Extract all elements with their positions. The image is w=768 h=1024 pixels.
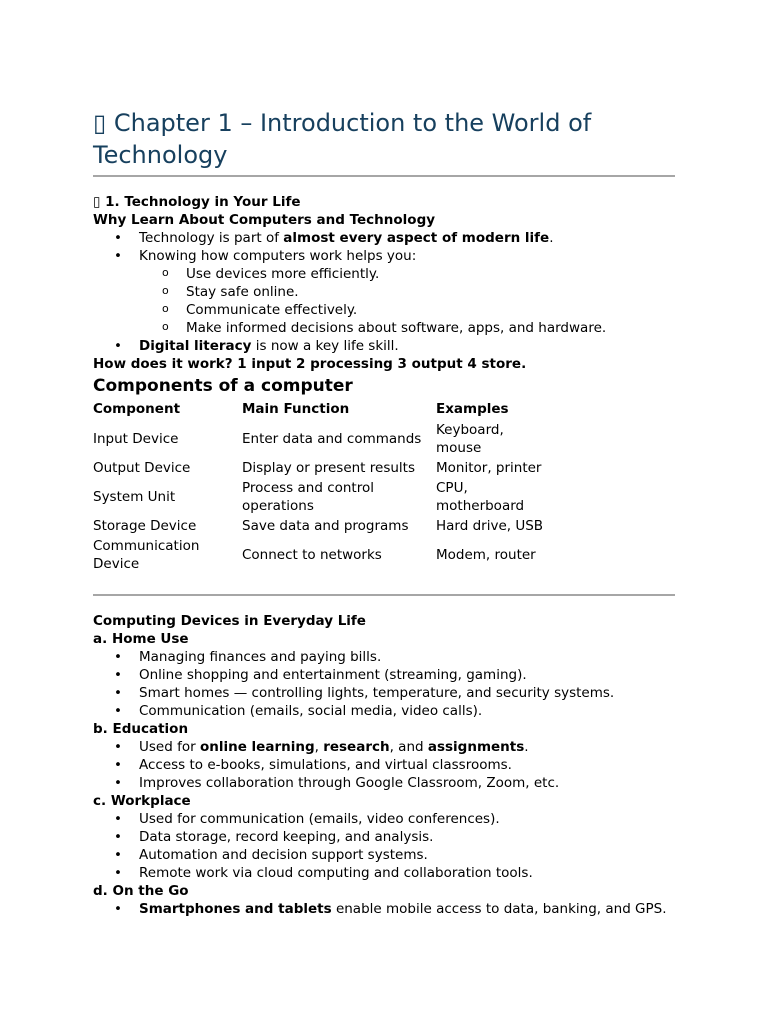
table-cell: Monitor, printer bbox=[436, 460, 542, 476]
list-item: o Use devices more efficiently. bbox=[93, 265, 675, 283]
bookmark-icon: ▯ bbox=[93, 194, 101, 210]
list-item: • Data storage, record keeping, and analysis. bbox=[93, 828, 675, 846]
table-cell: Connect to networks bbox=[242, 547, 382, 563]
table-cell: Communication Device bbox=[93, 538, 200, 572]
chapter-title: ▯ Chapter 1 – Introduction to the World of Technology bbox=[93, 109, 592, 169]
home-use-heading: a. Home Use bbox=[93, 631, 189, 647]
table-header: Main Function bbox=[242, 401, 350, 417]
list-item: • Communication (emails, social media, video calls). bbox=[93, 702, 675, 720]
table-row bbox=[93, 536, 675, 574]
sub-bullet-list bbox=[93, 265, 675, 337]
list-item: • Online shopping and entertainment (streaming, gaming). bbox=[93, 666, 675, 684]
list-item: • Used for communication (emails, video conferences). bbox=[93, 810, 675, 828]
table-header-row bbox=[93, 399, 675, 419]
table-cell: Display or present results bbox=[242, 460, 415, 476]
list-item: • Used for online learning, research, and assignments. bbox=[93, 738, 675, 756]
section-heading: ▯ 1. Technology in Your Life bbox=[93, 194, 301, 210]
components-table bbox=[93, 399, 675, 574]
bullet-list bbox=[93, 337, 675, 355]
list-item: • Smartphones and tablets enable mobile access to data, banking, and GPS. bbox=[93, 900, 675, 918]
bullet-list bbox=[93, 648, 675, 720]
bullet-list bbox=[93, 900, 675, 918]
table-cell: Output Device bbox=[93, 460, 191, 476]
divider bbox=[93, 175, 675, 177]
list-item: • Smart homes — controlling lights, temperature, and security systems. bbox=[93, 684, 675, 702]
list-item: • Knowing how computers work helps you: bbox=[93, 247, 675, 265]
bullet-list bbox=[93, 738, 675, 792]
list-item: • Digital literacy is now a key life skill. bbox=[93, 337, 675, 355]
table-header: Component bbox=[93, 401, 181, 417]
list-item: • Technology is part of almost every aspect of modern life. bbox=[93, 229, 675, 247]
education-heading: b. Education bbox=[93, 721, 189, 737]
section-subheading: Why Learn About Computers and Technology bbox=[93, 212, 436, 228]
table-row bbox=[93, 478, 675, 516]
list-item: • Improves collaboration through Google Classroom, Zoom, etc. bbox=[93, 774, 675, 792]
table-cell: Process and control operations bbox=[242, 480, 374, 514]
devices-title: Computing Devices in Everyday Life bbox=[93, 613, 366, 629]
table-cell: Keyboard, mouse bbox=[436, 421, 504, 456]
table-cell: Enter data and commands bbox=[242, 430, 422, 447]
on-the-go-heading: d. On the Go bbox=[93, 883, 189, 899]
bullet-list bbox=[93, 229, 675, 265]
table-row bbox=[93, 419, 675, 458]
table-cell: Modem, router bbox=[436, 547, 536, 563]
list-item: • Access to e-books, simulations, and virtual classrooms. bbox=[93, 756, 675, 774]
list-item: • Managing finances and paying bills. bbox=[93, 648, 675, 666]
table-row bbox=[93, 458, 675, 478]
table-cell: Hard drive, USB bbox=[436, 518, 544, 534]
table-cell: Input Device bbox=[93, 430, 179, 447]
book-icon: ▯ bbox=[93, 109, 107, 137]
list-item: o Make informed decisions about software, apps, and hardware. bbox=[93, 319, 675, 337]
components-title: Components of a computer bbox=[93, 376, 353, 396]
table-cell: CPU, motherboard bbox=[436, 480, 525, 514]
list-item: • Automation and decision support systems. bbox=[93, 846, 675, 864]
document-page bbox=[93, 107, 675, 918]
workplace-heading: c. Workplace bbox=[93, 793, 191, 809]
list-item: o Communicate effectively. bbox=[93, 301, 675, 319]
table-row bbox=[93, 516, 675, 536]
bullet-list bbox=[93, 810, 675, 882]
list-item: • Remote work via cloud computing and collaboration tools. bbox=[93, 864, 675, 882]
table-header: Examples bbox=[436, 401, 509, 417]
how-it-works-line: How does it work? 1 input 2 processing 3 output 4 store. bbox=[93, 356, 527, 372]
table-cell: Storage Device bbox=[93, 518, 197, 534]
table-cell: Save data and programs bbox=[242, 518, 409, 534]
list-item: o Stay safe online. bbox=[93, 283, 675, 301]
divider bbox=[93, 594, 675, 596]
table-cell: System Unit bbox=[93, 489, 176, 505]
